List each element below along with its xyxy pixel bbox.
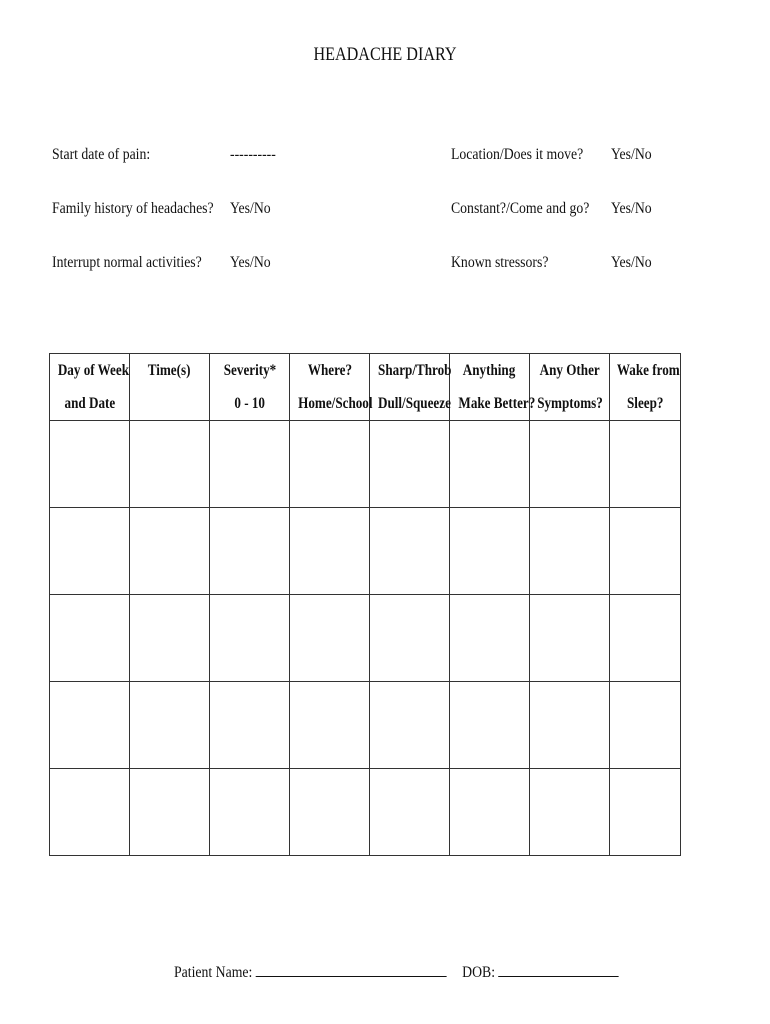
table-row	[50, 769, 681, 856]
table-cell[interactable]	[290, 682, 370, 769]
location-moves-label: Location/Does it move?	[451, 146, 584, 163]
header-day-date: Day of Week and Date	[50, 354, 130, 421]
dob-label: DOB:	[462, 964, 496, 981]
table-cell[interactable]	[370, 421, 450, 508]
table-cell[interactable]	[50, 595, 130, 682]
table-cell[interactable]	[450, 421, 530, 508]
table-cell[interactable]	[370, 595, 450, 682]
table-row	[50, 508, 681, 595]
table-cell[interactable]	[610, 595, 681, 682]
table-cell[interactable]	[610, 508, 681, 595]
table-cell[interactable]	[290, 595, 370, 682]
table-cell[interactable]	[530, 595, 610, 682]
table-row	[50, 682, 681, 769]
table-cell[interactable]	[290, 508, 370, 595]
table-cell[interactable]	[290, 421, 370, 508]
table-cell[interactable]	[370, 682, 450, 769]
table-cell[interactable]	[290, 769, 370, 856]
table-cell[interactable]	[610, 682, 681, 769]
table-cell[interactable]	[450, 508, 530, 595]
start-date-label: Start date of pain:	[52, 146, 151, 163]
page-title: HEADACHE DIARY	[313, 44, 457, 65]
table-cell[interactable]	[530, 682, 610, 769]
table-cell[interactable]	[530, 508, 610, 595]
start-date-answer[interactable]: ----------	[230, 146, 276, 163]
table-cell[interactable]	[370, 508, 450, 595]
interrupt-activities-label: Interrupt normal activities?	[52, 254, 202, 271]
header-other-symptoms: Any Other Symptoms?	[530, 354, 610, 421]
header-make-better: Anything Make Better?	[450, 354, 530, 421]
table-cell[interactable]	[610, 769, 681, 856]
table-cell[interactable]	[210, 769, 290, 856]
diary-table	[49, 353, 681, 856]
known-stressors-answer[interactable]: Yes/No	[611, 254, 652, 271]
table-cell[interactable]	[130, 769, 210, 856]
table-cell[interactable]	[450, 595, 530, 682]
table-cell[interactable]	[450, 769, 530, 856]
interrupt-activities-answer[interactable]: Yes/No	[230, 254, 271, 271]
location-moves-answer[interactable]: Yes/No	[611, 146, 652, 163]
header-times: Time(s)	[130, 354, 210, 421]
table-cell[interactable]	[130, 508, 210, 595]
header-pain-type: Sharp/Throb Dull/Squeeze	[370, 354, 450, 421]
table-cell[interactable]	[50, 508, 130, 595]
family-history-label: Family history of headaches?	[52, 200, 214, 217]
table-row	[50, 421, 681, 508]
table-header-row	[50, 354, 681, 421]
table-cell[interactable]	[210, 682, 290, 769]
patient-footer	[174, 962, 619, 982]
table-cell[interactable]	[450, 682, 530, 769]
table-cell[interactable]	[370, 769, 450, 856]
table-cell[interactable]	[210, 421, 290, 508]
table-cell[interactable]	[130, 682, 210, 769]
table-row	[50, 595, 681, 682]
header-where: Where? Home/School	[290, 354, 370, 421]
table-cell[interactable]	[530, 769, 610, 856]
dob-field[interactable]	[499, 962, 619, 977]
table-cell[interactable]	[610, 421, 681, 508]
header-wake-sleep: Wake from Sleep?	[610, 354, 681, 421]
table-cell[interactable]	[210, 508, 290, 595]
table-cell[interactable]	[50, 682, 130, 769]
constant-answer[interactable]: Yes/No	[611, 200, 652, 217]
family-history-answer[interactable]: Yes/No	[230, 200, 271, 217]
header-severity: Severity* 0 - 10	[210, 354, 290, 421]
constant-label: Constant?/Come and go?	[451, 200, 590, 217]
table-cell[interactable]	[130, 421, 210, 508]
patient-name-label: Patient Name:	[174, 964, 253, 981]
table-cell[interactable]	[50, 421, 130, 508]
table-cell[interactable]	[530, 421, 610, 508]
patient-name-field[interactable]	[256, 962, 447, 977]
table-cell[interactable]	[130, 595, 210, 682]
known-stressors-label: Known stressors?	[451, 254, 549, 271]
table-cell[interactable]	[50, 769, 130, 856]
table-cell[interactable]	[210, 595, 290, 682]
